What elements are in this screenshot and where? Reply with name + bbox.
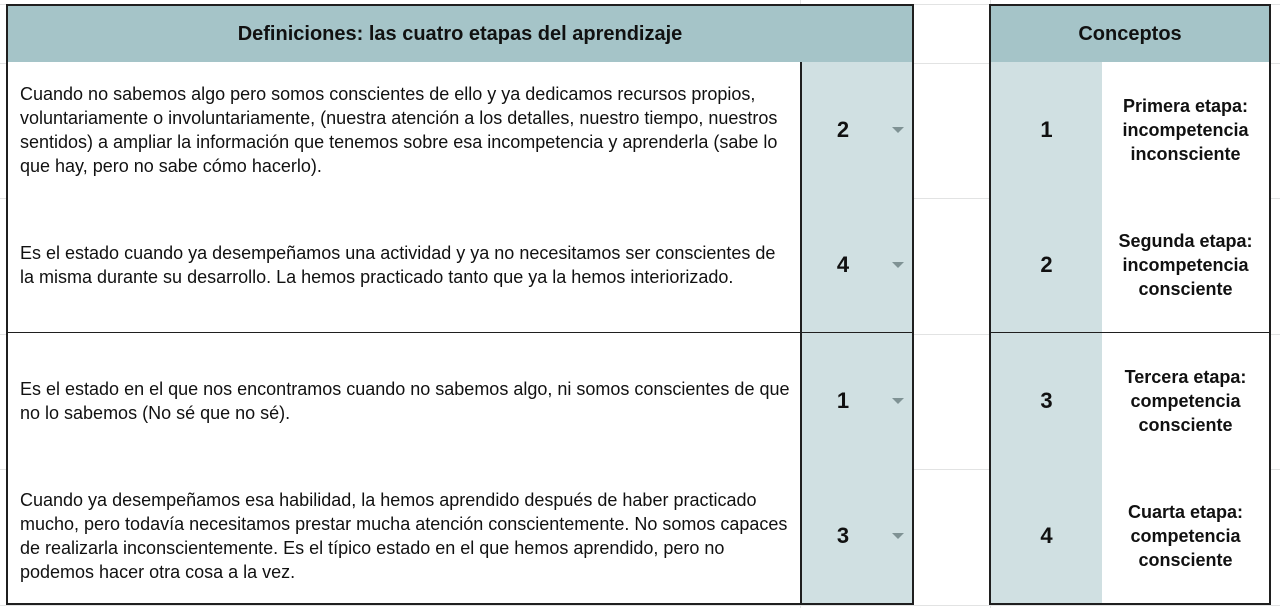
concept-label: Segunda etapa: incompetencia consciente — [1118, 230, 1253, 299]
concept-number: 4 — [1040, 522, 1053, 548]
answer-dropdown[interactable] — [800, 468, 914, 605]
answer-dropdown[interactable] — [800, 62, 914, 199]
concept-label: Primera etapa: incompetencia inconsciente — [1122, 95, 1249, 164]
concept-label-cell[interactable] — [1102, 468, 1271, 605]
answer-dropdown[interactable] — [800, 197, 914, 334]
concept-number-cell[interactable] — [989, 468, 1104, 605]
definition-text: Cuando ya desempeñamos esa habilidad, la hemos aprendido después de haber practicado mucho, pero todavía necesitamos prestar mucha atención conscientemente. No somos capaces de realizarla inconscientemente. Es el típico estado en el que hemos aprendido, pero no podemos hacer otra cosa a la vez. — [20, 489, 788, 582]
concept-label-cell[interactable] — [1102, 333, 1271, 470]
definition-text: Es el estado en el que nos encontramos cuando no sabemos algo, ni somos conscientes de que no lo sabemos (No sé que no sé). — [20, 378, 790, 423]
dropdown-arrow-icon[interactable] — [892, 127, 904, 133]
answer-value: 1 — [836, 387, 850, 413]
definition-text: Cuando no sabemos algo pero somos conscientes de ello y ya dedicamos recursos propios, voluntariamente o involuntariamente, (nuestra atención a los detalles, nuestro tiempo, nuestros sentidos) a ampliar la información que tenemos sobre esa incompetencia y aprenderla (sabe lo que hay, pero no sabe cómo hacerlo). — [20, 83, 778, 176]
definition-cell[interactable] — [6, 333, 802, 470]
concept-number: 3 — [1040, 387, 1053, 413]
definition-text: Es el estado cuando ya desempeñamos una actividad y ya no necesitamos ser conscientes de la misma durante su desarrollo. La hemos practicado tanto que ya la hemos interiorizado. — [20, 242, 776, 287]
concept-number: 2 — [1040, 251, 1053, 277]
definitions-header[interactable]: Definiciones: las cuatro etapas del aprendizaje — [6, 4, 914, 64]
concept-number-cell[interactable] — [989, 333, 1104, 470]
concept-number: 1 — [1040, 116, 1053, 142]
definition-cell[interactable] — [6, 197, 802, 334]
definition-cell[interactable] — [6, 62, 802, 199]
dropdown-arrow-icon[interactable] — [892, 262, 904, 268]
concept-label-cell[interactable] — [1102, 62, 1271, 199]
dropdown-arrow-icon[interactable] — [892, 533, 904, 539]
answer-value: 3 — [836, 522, 850, 548]
concept-number-cell[interactable] — [989, 197, 1104, 334]
concepts-header[interactable]: Conceptos — [989, 4, 1271, 64]
concept-label: Cuarta etapa: competencia consciente — [1127, 501, 1244, 570]
definition-cell[interactable] — [6, 468, 802, 605]
answer-dropdown[interactable] — [800, 333, 914, 470]
concept-number-cell[interactable] — [989, 62, 1104, 199]
concept-label-cell[interactable] — [1102, 197, 1271, 334]
dropdown-arrow-icon[interactable] — [892, 398, 904, 404]
concept-label: Tercera etapa: competencia consciente — [1124, 366, 1247, 435]
answer-value: 4 — [836, 251, 850, 277]
answer-value: 2 — [836, 116, 850, 142]
